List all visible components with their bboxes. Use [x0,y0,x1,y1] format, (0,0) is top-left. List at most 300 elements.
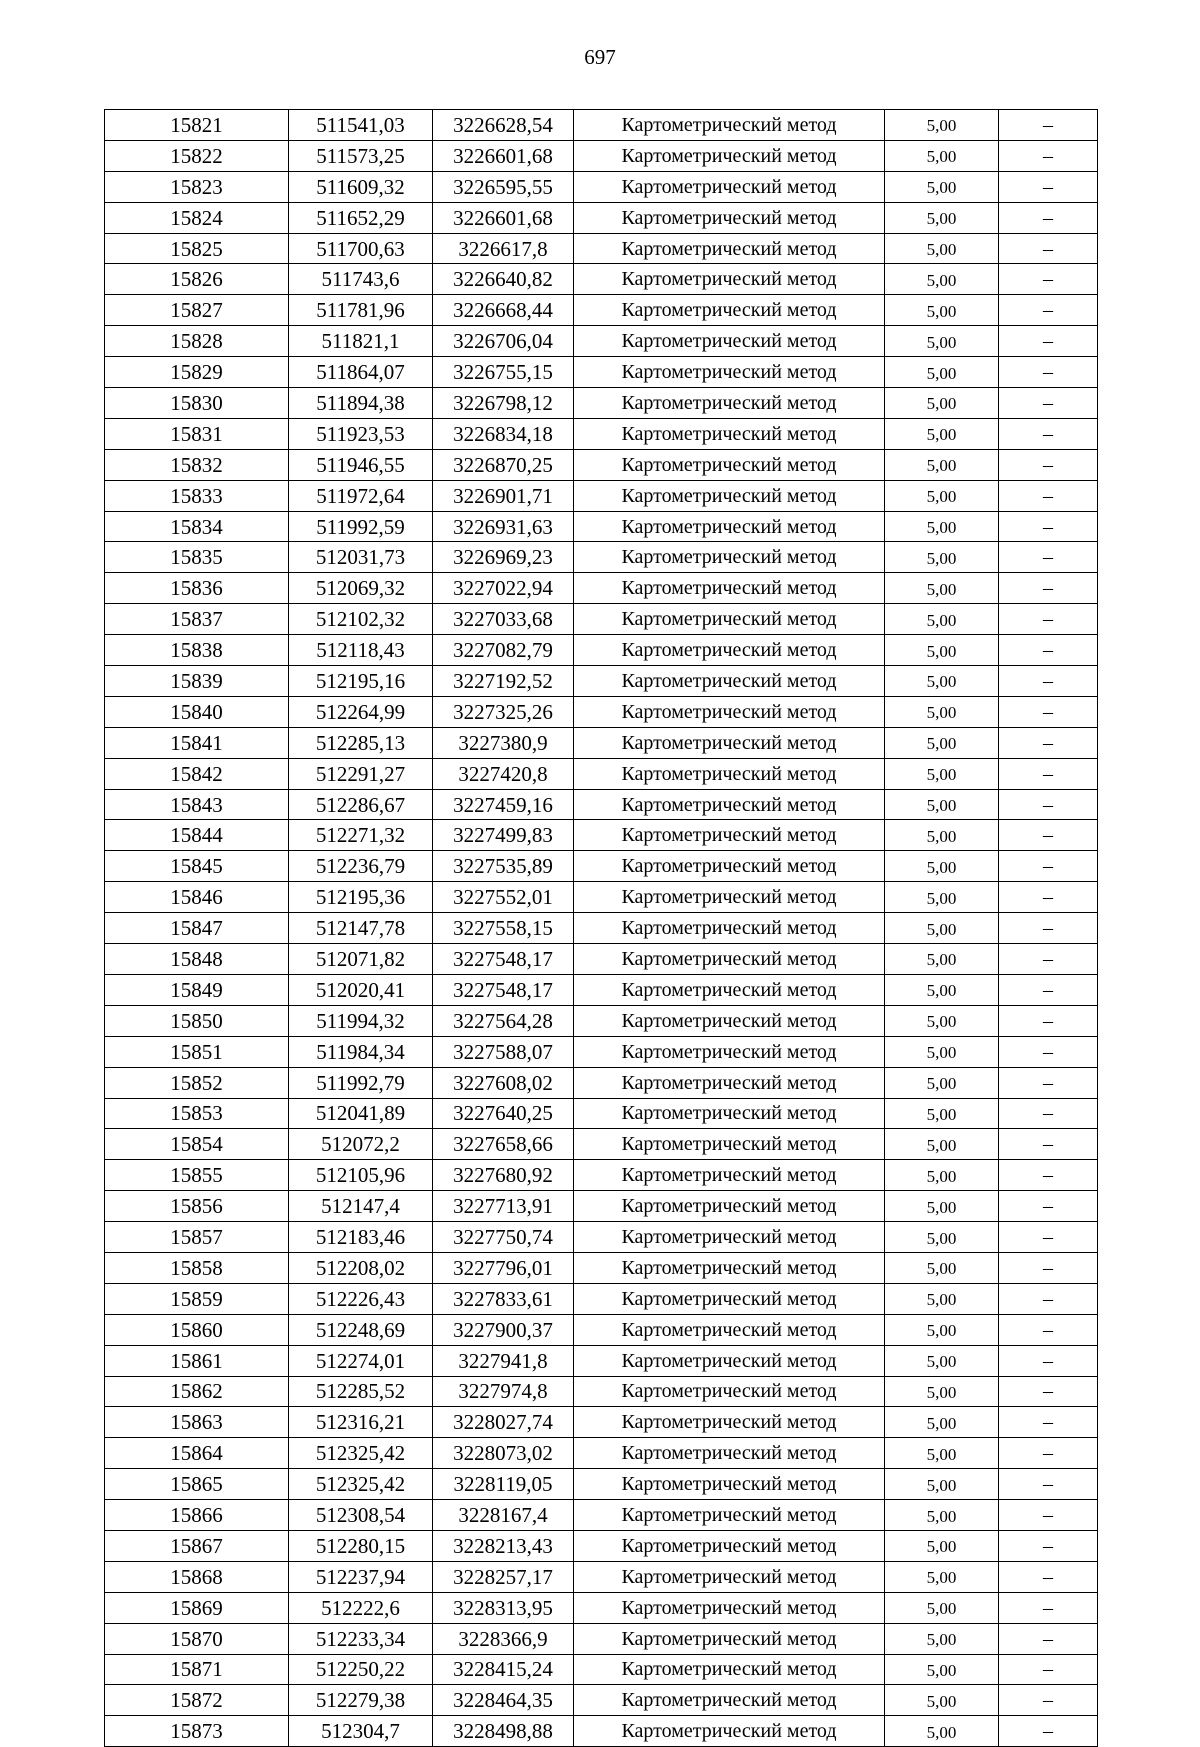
method-cell: Картометрический метод [574,635,885,666]
method-cell: Картометрический метод [574,1716,885,1747]
accuracy-cell: 5,00 [885,511,999,542]
description-cell: – [999,1160,1098,1191]
x-coordinate-cell: 511992,79 [289,1067,433,1098]
y-coordinate-cell: 3226668,44 [433,295,574,326]
table-row [105,542,1098,573]
point-number-cell: 15822 [105,140,289,171]
point-number-cell: 15872 [105,1685,289,1716]
y-coordinate-cell: 3227658,66 [433,1129,574,1160]
table-row [105,1376,1098,1407]
point-number-cell: 15869 [105,1592,289,1623]
table-row [105,758,1098,789]
accuracy-cell: 5,00 [885,913,999,944]
method-cell: Картометрический метод [574,1376,885,1407]
method-cell: Картометрический метод [574,1252,885,1283]
y-coordinate-cell: 3227713,91 [433,1191,574,1222]
method-cell: Картометрический метод [574,758,885,789]
accuracy-cell: 5,00 [885,171,999,202]
description-cell: – [999,418,1098,449]
table-row [105,140,1098,171]
method-cell: Картометрический метод [574,449,885,480]
description-cell: – [999,913,1098,944]
x-coordinate-cell: 512233,34 [289,1623,433,1654]
x-coordinate-cell: 512041,89 [289,1098,433,1129]
description-cell: – [999,295,1098,326]
description-cell: – [999,851,1098,882]
table-row [105,1252,1098,1283]
accuracy-cell: 5,00 [885,758,999,789]
description-cell: – [999,202,1098,233]
table-row [105,1623,1098,1654]
description-cell: – [999,882,1098,913]
point-number-cell: 15854 [105,1129,289,1160]
x-coordinate-cell: 512208,02 [289,1252,433,1283]
table-row [105,604,1098,635]
method-cell: Картометрический метод [574,357,885,388]
x-coordinate-cell: 512291,27 [289,758,433,789]
y-coordinate-cell: 3226628,54 [433,110,574,141]
x-coordinate-cell: 511700,63 [289,233,433,264]
point-number-cell: 15849 [105,974,289,1005]
description-cell: – [999,1345,1098,1376]
description-cell: – [999,264,1098,295]
x-coordinate-cell: 512226,43 [289,1283,433,1314]
x-coordinate-cell: 511781,96 [289,295,433,326]
table-row [105,1314,1098,1345]
method-cell: Картометрический метод [574,1191,885,1222]
accuracy-cell: 5,00 [885,1098,999,1129]
point-number-cell: 15821 [105,110,289,141]
point-number-cell: 15862 [105,1376,289,1407]
x-coordinate-cell: 512264,99 [289,696,433,727]
accuracy-cell: 5,00 [885,1252,999,1283]
y-coordinate-cell: 3227548,17 [433,974,574,1005]
accuracy-cell: 5,00 [885,635,999,666]
x-coordinate-cell: 512072,2 [289,1129,433,1160]
method-cell: Картометрический метод [574,511,885,542]
description-cell: – [999,1592,1098,1623]
description-cell: – [999,974,1098,1005]
x-coordinate-cell: 512286,67 [289,789,433,820]
method-cell: Картометрический метод [574,882,885,913]
accuracy-cell: 5,00 [885,604,999,635]
table-row [105,1561,1098,1592]
description-cell: – [999,604,1098,635]
accuracy-cell: 5,00 [885,820,999,851]
accuracy-cell: 5,00 [885,1376,999,1407]
table-row [105,1654,1098,1685]
description-cell: – [999,140,1098,171]
table-row [105,1005,1098,1036]
method-cell: Картометрический метод [574,974,885,1005]
y-coordinate-cell: 3228366,9 [433,1623,574,1654]
method-cell: Картометрический метод [574,1098,885,1129]
accuracy-cell: 5,00 [885,1067,999,1098]
method-cell: Картометрический метод [574,944,885,975]
accuracy-cell: 5,00 [885,1685,999,1716]
x-coordinate-cell: 511972,64 [289,480,433,511]
x-coordinate-cell: 512274,01 [289,1345,433,1376]
point-number-cell: 15852 [105,1067,289,1098]
point-number-cell: 15825 [105,233,289,264]
accuracy-cell: 5,00 [885,1592,999,1623]
point-number-cell: 15846 [105,882,289,913]
point-number-cell: 15867 [105,1530,289,1561]
accuracy-cell: 5,00 [885,666,999,697]
y-coordinate-cell: 3227558,15 [433,913,574,944]
description-cell: – [999,635,1098,666]
y-coordinate-cell: 3226870,25 [433,449,574,480]
x-coordinate-cell: 511864,07 [289,357,433,388]
point-number-cell: 15865 [105,1469,289,1500]
accuracy-cell: 5,00 [885,233,999,264]
description-cell: – [999,696,1098,727]
x-coordinate-cell: 512183,46 [289,1222,433,1253]
accuracy-cell: 5,00 [885,1036,999,1067]
accuracy-cell: 5,00 [885,1716,999,1747]
method-cell: Картометрический метод [574,542,885,573]
table-row [105,820,1098,851]
y-coordinate-cell: 3227680,92 [433,1160,574,1191]
accuracy-cell: 5,00 [885,110,999,141]
point-number-cell: 15839 [105,666,289,697]
y-coordinate-cell: 3227974,8 [433,1376,574,1407]
accuracy-cell: 5,00 [885,449,999,480]
accuracy-cell: 5,00 [885,1438,999,1469]
description-cell: – [999,727,1098,758]
y-coordinate-cell: 3228464,35 [433,1685,574,1716]
y-coordinate-cell: 3226617,8 [433,233,574,264]
x-coordinate-cell: 512325,42 [289,1438,433,1469]
table-row [105,1592,1098,1623]
table-row [105,1685,1098,1716]
coordinates-table [104,109,1098,1747]
method-cell: Картометрический метод [574,1222,885,1253]
method-cell: Картометрический метод [574,789,885,820]
y-coordinate-cell: 3228027,74 [433,1407,574,1438]
x-coordinate-cell: 511992,59 [289,511,433,542]
accuracy-cell: 5,00 [885,1129,999,1160]
method-cell: Картометрический метод [574,1438,885,1469]
point-number-cell: 15851 [105,1036,289,1067]
method-cell: Картометрический метод [574,1160,885,1191]
method-cell: Картометрический метод [574,1530,885,1561]
point-number-cell: 15826 [105,264,289,295]
x-coordinate-cell: 511541,03 [289,110,433,141]
table-row [105,1469,1098,1500]
point-number-cell: 15860 [105,1314,289,1345]
description-cell: – [999,789,1098,820]
method-cell: Картометрический метод [574,1407,885,1438]
x-coordinate-cell: 512271,32 [289,820,433,851]
method-cell: Картометрический метод [574,1592,885,1623]
method-cell: Картометрический метод [574,1561,885,1592]
x-coordinate-cell: 512105,96 [289,1160,433,1191]
table-row [105,233,1098,264]
accuracy-cell: 5,00 [885,202,999,233]
x-coordinate-cell: 512195,36 [289,882,433,913]
method-cell: Картометрический метод [574,604,885,635]
y-coordinate-cell: 3227380,9 [433,727,574,758]
method-cell: Картометрический метод [574,851,885,882]
x-coordinate-cell: 512304,7 [289,1716,433,1747]
table-row [105,511,1098,542]
x-coordinate-cell: 512237,94 [289,1561,433,1592]
method-cell: Картометрический метод [574,1067,885,1098]
y-coordinate-cell: 3228257,17 [433,1561,574,1592]
method-cell: Картометрический метод [574,696,885,727]
y-coordinate-cell: 3226595,55 [433,171,574,202]
method-cell: Картометрический метод [574,264,885,295]
table-row [105,326,1098,357]
description-cell: – [999,1005,1098,1036]
y-coordinate-cell: 3228119,05 [433,1469,574,1500]
table-row [105,1530,1098,1561]
accuracy-cell: 5,00 [885,1314,999,1345]
description-cell: – [999,1530,1098,1561]
y-coordinate-cell: 3227564,28 [433,1005,574,1036]
method-cell: Картометрический метод [574,110,885,141]
method-cell: Картометрический метод [574,202,885,233]
y-coordinate-cell: 3228167,4 [433,1500,574,1531]
y-coordinate-cell: 3227588,07 [433,1036,574,1067]
description-cell: – [999,1191,1098,1222]
table-row [105,1222,1098,1253]
table-row [105,727,1098,758]
point-number-cell: 15837 [105,604,289,635]
y-coordinate-cell: 3227325,26 [433,696,574,727]
table-row [105,1283,1098,1314]
y-coordinate-cell: 3227941,8 [433,1345,574,1376]
table-row [105,202,1098,233]
method-cell: Картометрический метод [574,666,885,697]
y-coordinate-cell: 3226640,82 [433,264,574,295]
x-coordinate-cell: 512147,4 [289,1191,433,1222]
x-coordinate-cell: 512285,52 [289,1376,433,1407]
description-cell: – [999,1438,1098,1469]
description-cell: – [999,171,1098,202]
description-cell: – [999,758,1098,789]
description-cell: – [999,511,1098,542]
point-number-cell: 15853 [105,1098,289,1129]
x-coordinate-cell: 512102,32 [289,604,433,635]
accuracy-cell: 5,00 [885,1530,999,1561]
x-coordinate-cell: 512195,16 [289,666,433,697]
accuracy-cell: 5,00 [885,1191,999,1222]
x-coordinate-cell: 512316,21 [289,1407,433,1438]
method-cell: Картометрический метод [574,326,885,357]
description-cell: – [999,357,1098,388]
point-number-cell: 15861 [105,1345,289,1376]
method-cell: Картометрический метод [574,727,885,758]
point-number-cell: 15838 [105,635,289,666]
table-row [105,789,1098,820]
x-coordinate-cell: 512222,6 [289,1592,433,1623]
table-row [105,1500,1098,1531]
y-coordinate-cell: 3228415,24 [433,1654,574,1685]
point-number-cell: 15870 [105,1623,289,1654]
y-coordinate-cell: 3227459,16 [433,789,574,820]
description-cell: – [999,233,1098,264]
y-coordinate-cell: 3227022,94 [433,573,574,604]
accuracy-cell: 5,00 [885,1283,999,1314]
point-number-cell: 15848 [105,944,289,975]
table-row [105,110,1098,141]
table-row [105,1407,1098,1438]
method-cell: Картометрический метод [574,1036,885,1067]
point-number-cell: 15834 [105,511,289,542]
accuracy-cell: 5,00 [885,295,999,326]
table-row [105,635,1098,666]
accuracy-cell: 5,00 [885,851,999,882]
y-coordinate-cell: 3227420,8 [433,758,574,789]
table-row [105,357,1098,388]
description-cell: – [999,1654,1098,1685]
x-coordinate-cell: 511994,32 [289,1005,433,1036]
x-coordinate-cell: 512020,41 [289,974,433,1005]
accuracy-cell: 5,00 [885,696,999,727]
description-cell: – [999,1036,1098,1067]
description-cell: – [999,820,1098,851]
x-coordinate-cell: 511652,29 [289,202,433,233]
method-cell: Картометрический метод [574,820,885,851]
y-coordinate-cell: 3226969,23 [433,542,574,573]
point-number-cell: 15871 [105,1654,289,1685]
accuracy-cell: 5,00 [885,1654,999,1685]
table-row [105,418,1098,449]
description-cell: – [999,449,1098,480]
accuracy-cell: 5,00 [885,418,999,449]
description-cell: – [999,480,1098,511]
point-number-cell: 15859 [105,1283,289,1314]
table-row [105,449,1098,480]
point-number-cell: 15832 [105,449,289,480]
point-number-cell: 15866 [105,1500,289,1531]
method-cell: Картометрический метод [574,480,885,511]
point-number-cell: 15844 [105,820,289,851]
y-coordinate-cell: 3228498,88 [433,1716,574,1747]
y-coordinate-cell: 3227033,68 [433,604,574,635]
method-cell: Картометрический метод [574,913,885,944]
method-cell: Картометрический метод [574,295,885,326]
table-row [105,944,1098,975]
y-coordinate-cell: 3227552,01 [433,882,574,913]
y-coordinate-cell: 3227750,74 [433,1222,574,1253]
accuracy-cell: 5,00 [885,1623,999,1654]
method-cell: Картометрический метод [574,1469,885,1500]
description-cell: – [999,1500,1098,1531]
point-number-cell: 15864 [105,1438,289,1469]
point-number-cell: 15840 [105,696,289,727]
table-row [105,851,1098,882]
table-row [105,1345,1098,1376]
point-number-cell: 15836 [105,573,289,604]
point-number-cell: 15855 [105,1160,289,1191]
description-cell: – [999,1252,1098,1283]
table-body [105,110,1098,1747]
method-cell: Картометрический метод [574,1654,885,1685]
table-row [105,1438,1098,1469]
x-coordinate-cell: 512250,22 [289,1654,433,1685]
accuracy-cell: 5,00 [885,573,999,604]
description-cell: – [999,326,1098,357]
accuracy-cell: 5,00 [885,1561,999,1592]
x-coordinate-cell: 511821,1 [289,326,433,357]
point-number-cell: 15835 [105,542,289,573]
method-cell: Картометрический метод [574,140,885,171]
description-cell: – [999,1407,1098,1438]
y-coordinate-cell: 3226931,63 [433,511,574,542]
method-cell: Картометрический метод [574,1623,885,1654]
point-number-cell: 15873 [105,1716,289,1747]
point-number-cell: 15823 [105,171,289,202]
point-number-cell: 15829 [105,357,289,388]
x-coordinate-cell: 512308,54 [289,1500,433,1531]
y-coordinate-cell: 3228313,95 [433,1592,574,1623]
accuracy-cell: 5,00 [885,974,999,1005]
accuracy-cell: 5,00 [885,1345,999,1376]
point-number-cell: 15847 [105,913,289,944]
table-row [105,882,1098,913]
point-number-cell: 15843 [105,789,289,820]
accuracy-cell: 5,00 [885,480,999,511]
table-row [105,1067,1098,1098]
table-row [105,264,1098,295]
method-cell: Картометрический метод [574,233,885,264]
y-coordinate-cell: 3226834,18 [433,418,574,449]
method-cell: Картометрический метод [574,1314,885,1345]
accuracy-cell: 5,00 [885,1222,999,1253]
x-coordinate-cell: 512147,78 [289,913,433,944]
table-row [105,1129,1098,1160]
y-coordinate-cell: 3227082,79 [433,635,574,666]
description-cell: – [999,1623,1098,1654]
table-row [105,913,1098,944]
table-row [105,388,1098,419]
x-coordinate-cell: 512031,73 [289,542,433,573]
method-cell: Картометрический метод [574,1345,885,1376]
description-cell: – [999,542,1098,573]
table-row [105,1160,1098,1191]
y-coordinate-cell: 3227192,52 [433,666,574,697]
x-coordinate-cell: 512069,32 [289,573,433,604]
description-cell: – [999,944,1098,975]
point-number-cell: 15856 [105,1191,289,1222]
y-coordinate-cell: 3226755,15 [433,357,574,388]
y-coordinate-cell: 3226901,71 [433,480,574,511]
y-coordinate-cell: 3227608,02 [433,1067,574,1098]
table-row [105,171,1098,202]
description-cell: – [999,1283,1098,1314]
point-number-cell: 15831 [105,418,289,449]
point-number-cell: 15845 [105,851,289,882]
description-cell: – [999,1222,1098,1253]
y-coordinate-cell: 3228073,02 [433,1438,574,1469]
point-number-cell: 15824 [105,202,289,233]
description-cell: – [999,1376,1098,1407]
table-row [105,573,1098,604]
method-cell: Картометрический метод [574,1685,885,1716]
description-cell: – [999,1716,1098,1747]
table-row [105,696,1098,727]
x-coordinate-cell: 512285,13 [289,727,433,758]
x-coordinate-cell: 511894,38 [289,388,433,419]
description-cell: – [999,1469,1098,1500]
table-row [105,974,1098,1005]
accuracy-cell: 5,00 [885,326,999,357]
accuracy-cell: 5,00 [885,357,999,388]
x-coordinate-cell: 512248,69 [289,1314,433,1345]
